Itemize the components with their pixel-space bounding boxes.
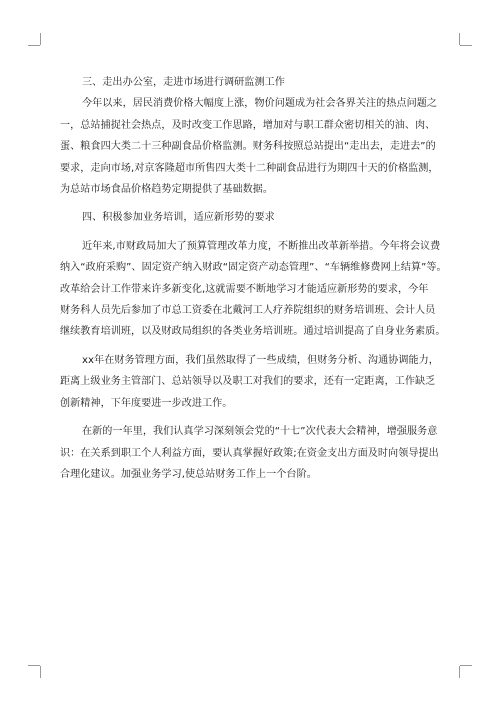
crop-mark-top-right-horizontal <box>460 45 472 46</box>
text-line: 合理化建议。加强业务学习,使总站财务工作上一个台阶。 <box>60 468 317 480</box>
text-line: 在新的一年里，我们认真学习深刻领会党的“十七”次代表大会精神，增强服务意 <box>82 426 438 438</box>
text-line: 纳入“政府采购”、固定资产纳入财政“固定资产动态管理”、“车辆维修费网上结算”等。 <box>60 262 447 274</box>
section-heading-4: 四、积极参加业务培训，适应新形势的要求 <box>82 212 275 224</box>
text-line: 今年以来，居民消费价格大幅度上涨，物价问题成为社会各界关注的热点问题之 <box>82 98 438 110</box>
crop-mark-bottom-left-vertical <box>40 666 41 678</box>
text-line: 距离上级业务主管部门、总站领导以及职工对我们的要求，还有一定距离，工作缺乏 <box>60 376 436 388</box>
crop-mark-bottom-left-horizontal <box>28 665 40 666</box>
text-line: 为总站市场食品价格趋势定期提供了基础数据。 <box>60 184 274 196</box>
text-line: 创新精神，下年度要进一步改进工作。 <box>60 397 233 409</box>
paragraph-training <box>60 236 447 343</box>
section-heading-3: 三、走出办公室，走进市场进行调研监测工作 <box>82 77 285 88</box>
text-line: 继续教育培训班，以及财政局组织的各类业务培训班。通过培训提高了自身业务素质。 <box>60 326 446 338</box>
crop-mark-top-left-vertical <box>40 33 41 45</box>
crop-mark-top-left-horizontal <box>28 45 40 46</box>
text-line: 蛋、粮食四大类二十三种副食品价格监测。财务科按照总站提出“走出去，走进去”的 <box>60 141 436 153</box>
crop-mark-top-right-vertical <box>459 33 460 45</box>
text-line: xx年在财务管理方面，我们虽然取得了一些成绩，但财务分析、沟通协调能力， <box>82 354 439 366</box>
paragraph-new-year-plan <box>60 421 440 485</box>
text-line: 财务科人员先后参加了市总工资委在北戴河工人疗养院组织的财务培训班、会计人员 <box>60 305 436 317</box>
paragraph-price-monitoring <box>60 93 440 200</box>
paragraph-shortcomings <box>60 350 440 414</box>
crop-mark-bottom-right-horizontal <box>460 665 472 666</box>
text-line: 近年来,市财政局加大了预算管理改革力度，不断推出改革新举措。今年将会议费 <box>82 240 441 252</box>
document-body <box>60 72 447 485</box>
text-line: 要求，走向市场,对京客隆超市所售四大类十二种副食品进行为期四十天的价格监测， <box>60 162 439 174</box>
text-line: 识：在关系到职工个人利益方面，要认真掌握好政策;在资金支出方面及时向领导提出 <box>60 447 439 459</box>
text-line: 改革给会计工作带来许多新变化,这就需要不断地学习才能适应新形势的要求，今年 <box>60 283 429 295</box>
text-line: 一，总站捕捉社会热点，及时改变工作思路，增加对与职工群众密切相关的油、肉、 <box>60 119 436 131</box>
crop-mark-bottom-right-vertical <box>459 666 460 678</box>
